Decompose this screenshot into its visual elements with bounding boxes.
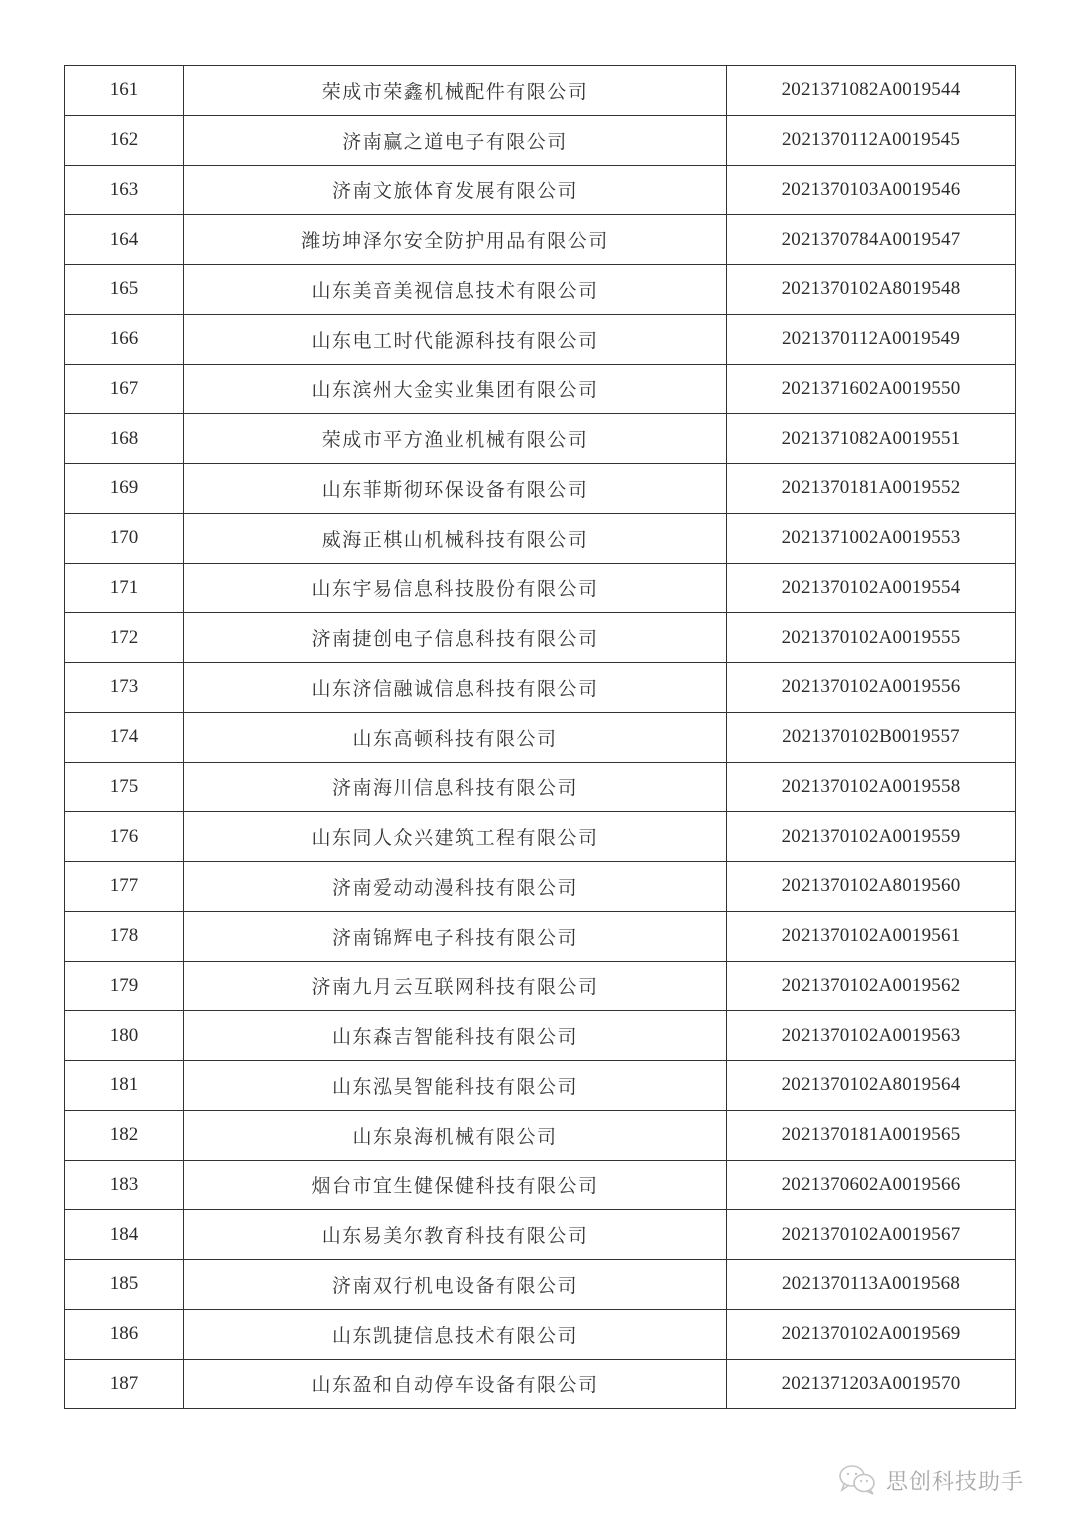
- registration-code: 2021371002A0019553: [727, 513, 1016, 563]
- company-name: 山东凯捷信息技术有限公司: [184, 1309, 727, 1359]
- table-row: [65, 1011, 1016, 1061]
- company-name: 山东易美尔教育科技有限公司: [184, 1210, 727, 1260]
- registration-code: 2021370112A0019549: [727, 314, 1016, 364]
- row-number: 163: [65, 165, 184, 215]
- company-name: 济南海川信息科技有限公司: [184, 762, 727, 812]
- row-number: 167: [65, 364, 184, 414]
- company-name: 山东美音美视信息技术有限公司: [184, 265, 727, 315]
- row-number: 184: [65, 1210, 184, 1260]
- row-number: 176: [65, 812, 184, 862]
- company-name: 山东泉海机械有限公司: [184, 1110, 727, 1160]
- row-number: 165: [65, 265, 184, 315]
- company-name: 山东电工时代能源科技有限公司: [184, 314, 727, 364]
- table-row: [65, 812, 1016, 862]
- registration-code: 2021371082A0019551: [727, 414, 1016, 464]
- company-name: 济南捷创电子信息科技有限公司: [184, 613, 727, 663]
- registration-code: 2021370102B0019557: [727, 712, 1016, 762]
- table-row: [65, 911, 1016, 961]
- table-row: [65, 1359, 1016, 1409]
- company-name: 荣成市平方渔业机械有限公司: [184, 414, 727, 464]
- table-row: [65, 862, 1016, 912]
- company-name: 山东盈和自动停车设备有限公司: [184, 1359, 727, 1409]
- registration-code: 2021371082A0019544: [727, 66, 1016, 116]
- table-row: [65, 613, 1016, 663]
- table-row: [65, 1061, 1016, 1111]
- table-row: [65, 464, 1016, 514]
- table-row: [65, 314, 1016, 364]
- table-row: [65, 1260, 1016, 1310]
- table-row: [65, 1309, 1016, 1359]
- row-number: 169: [65, 464, 184, 514]
- company-name: 山东菲斯彻环保设备有限公司: [184, 464, 727, 514]
- table-row: [65, 414, 1016, 464]
- table-row: [65, 364, 1016, 414]
- company-name: 济南锦辉电子科技有限公司: [184, 911, 727, 961]
- row-number: 177: [65, 862, 184, 912]
- registration-code: 2021370181A0019552: [727, 464, 1016, 514]
- wechat-icon: [838, 1464, 878, 1496]
- registration-code: 2021370102A0019558: [727, 762, 1016, 812]
- table-row: [65, 563, 1016, 613]
- row-number: 170: [65, 513, 184, 563]
- row-number: 168: [65, 414, 184, 464]
- row-number: 173: [65, 663, 184, 713]
- row-number: 178: [65, 911, 184, 961]
- registration-code: 2021370102A8019564: [727, 1061, 1016, 1111]
- registration-code: 2021370113A0019568: [727, 1260, 1016, 1310]
- registration-code: 2021370784A0019547: [727, 215, 1016, 265]
- row-number: 166: [65, 314, 184, 364]
- registration-code: 2021370102A0019567: [727, 1210, 1016, 1260]
- row-number: 175: [65, 762, 184, 812]
- company-name: 济南双行机电设备有限公司: [184, 1260, 727, 1310]
- company-name: 山东宇易信息科技股份有限公司: [184, 563, 727, 613]
- company-name: 济南九月云互联网科技有限公司: [184, 961, 727, 1011]
- company-name: 烟台市宜生健保健科技有限公司: [184, 1160, 727, 1210]
- registration-code: 2021371602A0019550: [727, 364, 1016, 414]
- row-number: 179: [65, 961, 184, 1011]
- table-row: [65, 663, 1016, 713]
- registration-code: 2021370102A0019563: [727, 1011, 1016, 1061]
- row-number: 180: [65, 1011, 184, 1061]
- company-name: 山东济信融诚信息科技有限公司: [184, 663, 727, 713]
- registration-code: 2021370103A0019546: [727, 165, 1016, 215]
- table-row: [65, 1110, 1016, 1160]
- table-body: [65, 66, 1016, 1409]
- row-number: 172: [65, 613, 184, 663]
- table-row: [65, 712, 1016, 762]
- table-row: [65, 961, 1016, 1011]
- row-number: 174: [65, 712, 184, 762]
- watermark: [838, 1460, 1024, 1500]
- registration-code: 2021371203A0019570: [727, 1359, 1016, 1409]
- company-name: 山东滨州大金实业集团有限公司: [184, 364, 727, 414]
- watermark-text: 思创科技助手: [886, 1469, 1025, 1495]
- row-number: 161: [65, 66, 184, 116]
- table-row: [65, 215, 1016, 265]
- row-number: 162: [65, 115, 184, 165]
- registration-code: 2021370102A0019556: [727, 663, 1016, 713]
- company-name: 济南文旅体育发展有限公司: [184, 165, 727, 215]
- company-name: 济南爱动动漫科技有限公司: [184, 862, 727, 912]
- registration-code: 2021370102A0019569: [727, 1309, 1016, 1359]
- table-row: [65, 66, 1016, 116]
- row-number: 186: [65, 1309, 184, 1359]
- registration-code: 2021370102A0019554: [727, 563, 1016, 613]
- row-number: 182: [65, 1110, 184, 1160]
- company-name: 济南赢之道电子有限公司: [184, 115, 727, 165]
- registration-code: 2021370112A0019545: [727, 115, 1016, 165]
- registration-code: 2021370602A0019566: [727, 1160, 1016, 1210]
- registration-code: 2021370102A8019560: [727, 862, 1016, 912]
- registration-code: 2021370102A0019561: [727, 911, 1016, 961]
- company-name: 山东高顿科技有限公司: [184, 712, 727, 762]
- table-row: [65, 1210, 1016, 1260]
- registration-code: 2021370102A0019555: [727, 613, 1016, 663]
- row-number: 185: [65, 1260, 184, 1310]
- table-row: [65, 513, 1016, 563]
- row-number: 171: [65, 563, 184, 613]
- row-number: 183: [65, 1160, 184, 1210]
- row-number: 187: [65, 1359, 184, 1409]
- registration-code: 2021370181A0019565: [727, 1110, 1016, 1160]
- company-registry-table: [64, 65, 1016, 1409]
- company-name: 山东泓昊智能科技有限公司: [184, 1061, 727, 1111]
- row-number: 164: [65, 215, 184, 265]
- company-name: 威海正棋山机械科技有限公司: [184, 513, 727, 563]
- company-name: 潍坊坤泽尔安全防护用品有限公司: [184, 215, 727, 265]
- registration-code: 2021370102A0019559: [727, 812, 1016, 862]
- table-row: [65, 1160, 1016, 1210]
- row-number: 181: [65, 1061, 184, 1111]
- registration-code: 2021370102A8019548: [727, 265, 1016, 315]
- table-row: [65, 165, 1016, 215]
- company-name: 山东同人众兴建筑工程有限公司: [184, 812, 727, 862]
- registration-code: 2021370102A0019562: [727, 961, 1016, 1011]
- company-name: 荣成市荣鑫机械配件有限公司: [184, 66, 727, 116]
- table-row: [65, 762, 1016, 812]
- table-row: [65, 115, 1016, 165]
- company-name: 山东森吉智能科技有限公司: [184, 1011, 727, 1061]
- table-row: [65, 265, 1016, 315]
